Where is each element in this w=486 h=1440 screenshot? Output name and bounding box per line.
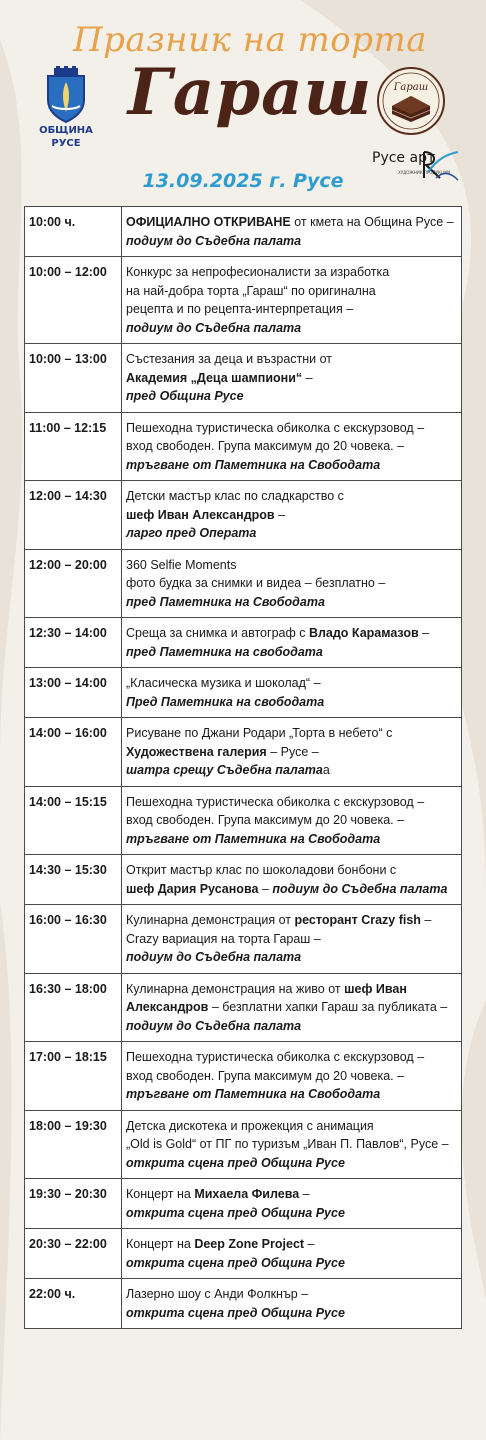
event-text: „Класическа музика и шоколад“ – <box>126 676 321 690</box>
event-time: 12:00 – 14:30 <box>25 481 122 550</box>
event-highlight: шеф Иван <box>344 981 407 996</box>
event-text: Концерт на <box>126 1187 195 1201</box>
event-text: Crazy вариация на торта Гараш – <box>126 931 321 946</box>
event-location: подиум до Съдебна палата <box>126 1018 302 1033</box>
event-text: от кмета на Община Русе – <box>290 215 454 229</box>
event-location: тръгване от Паметника на Свободата <box>126 1087 381 1101</box>
event-line <box>126 1154 457 1173</box>
event-description <box>122 1279 462 1329</box>
event-description <box>122 1042 462 1111</box>
event-text: – <box>418 626 430 640</box>
event-description <box>122 905 462 974</box>
event-line <box>126 1067 457 1086</box>
event-time: 11:00 – 12:15 <box>25 412 122 481</box>
event-description <box>122 344 462 413</box>
schedule-row <box>25 905 462 974</box>
schedule-row <box>25 973 462 1042</box>
event-location: ларго пред Операта <box>126 526 257 540</box>
event-description <box>122 1229 462 1279</box>
event-line <box>126 643 457 662</box>
event-description <box>122 973 462 1042</box>
event-time: 22:00 ч. <box>25 1279 122 1329</box>
event-text: Открит мастър клас по шоколадови бонбони с <box>126 863 397 877</box>
event-location: подиум до Съдебна палата <box>272 881 448 896</box>
event-text: Конкурс за непрофесионалисти за изработка <box>126 265 390 279</box>
event-line <box>126 624 457 643</box>
event-text: вход свободен. Група максимум до 20 човека. – <box>126 813 405 827</box>
event-text: – <box>299 1187 310 1201</box>
event-description <box>122 481 462 550</box>
municipality-label <box>26 124 106 150</box>
garash-cake-logo <box>376 66 446 136</box>
event-time: 14:30 – 15:30 <box>25 855 122 905</box>
event-location: пред Паметника на свободата <box>126 644 323 659</box>
event-line <box>126 1285 457 1304</box>
event-text: Среща за снимка и автограф с <box>126 626 309 640</box>
event-line <box>126 1048 457 1067</box>
event-location: подиум до Съдебна палата <box>126 233 302 248</box>
schedule-row <box>25 481 462 550</box>
event-line <box>126 693 457 712</box>
event-description <box>122 1179 462 1229</box>
schedule-row <box>25 786 462 855</box>
event-highlight: Владо Карамазов <box>308 626 419 640</box>
event-line <box>126 674 457 693</box>
event-time: 16:00 – 16:30 <box>25 905 122 974</box>
event-line <box>126 1235 457 1254</box>
event-description <box>122 786 462 855</box>
event-line <box>126 456 457 475</box>
event-line <box>126 1185 457 1204</box>
event-time: 17:00 – 18:15 <box>25 1042 122 1111</box>
event-text: Кулинарна демонстрация от <box>126 913 295 927</box>
event-highlight: ОФИЦИАЛНО ОТКРИВАНЕ <box>126 215 291 229</box>
event-highlight: Михаела Филева <box>194 1187 300 1201</box>
event-line <box>126 524 457 543</box>
event-line <box>126 880 457 899</box>
event-line <box>126 911 457 930</box>
event-line <box>126 811 457 830</box>
event-line <box>126 487 457 506</box>
event-location: шатра срещу Съдебна палата <box>126 763 323 777</box>
event-time: 16:30 – 18:00 <box>25 973 122 1042</box>
event-line <box>126 761 457 780</box>
event-line <box>126 369 457 388</box>
schedule-row <box>25 1279 462 1329</box>
event-text: – Русе – <box>266 744 319 759</box>
event-line <box>126 350 457 369</box>
event-line <box>126 387 457 406</box>
event-location: пред Община Русе <box>126 389 244 403</box>
cake-logo-text: Гараш <box>393 82 429 93</box>
event-text: „Old is Gold“ от ПГ по туризъм „Иван П. Павлов“, Русе – <box>126 1137 449 1151</box>
schedule-row <box>25 855 462 905</box>
event-location: подиум до Съдебна палата <box>126 950 302 964</box>
event-text: – <box>302 370 313 385</box>
event-line <box>126 793 457 812</box>
event-text: – <box>274 507 286 522</box>
event-line <box>126 830 457 849</box>
event-line <box>126 419 457 438</box>
event-text: Пешеходна туристическа обиколка с екскурзовод – <box>126 794 425 809</box>
event-date: 13.09.2025 г. Русе <box>142 170 344 192</box>
event-location: пред Паметника на Свободата <box>126 594 325 609</box>
event-time: 10:00 – 12:00 <box>25 257 122 344</box>
event-text: Концерт на <box>126 1237 195 1251</box>
event-text: Пешеходна туристическа обиколка с екскурзовод – <box>126 420 425 435</box>
event-highlight: Художествена галерия <box>126 744 267 759</box>
event-location: подиум до Съдебна палата <box>126 320 302 335</box>
event-text: а <box>322 763 330 777</box>
schedule-row <box>25 668 462 718</box>
event-description <box>122 618 462 668</box>
event-description <box>122 549 462 618</box>
event-location: открита сцена пред Община Русе <box>126 1305 345 1320</box>
event-highlight: шеф Иван Александров <box>126 507 275 522</box>
event-line <box>126 574 457 593</box>
event-line <box>126 1254 457 1273</box>
event-time: 10:00 – 13:00 <box>25 344 122 413</box>
event-location: открита сцена пред Община Русе <box>126 1205 345 1220</box>
event-line <box>126 1017 457 1036</box>
event-description <box>122 412 462 481</box>
event-line <box>126 998 457 1017</box>
event-highlight: шеф Дария Русанова <box>126 881 259 896</box>
event-text: Детски мастър клас по сладкарство с <box>126 489 344 503</box>
schedule-row <box>25 549 462 618</box>
event-line <box>126 300 457 319</box>
schedule-row <box>25 1179 462 1229</box>
event-highlight: Академия „Деца шампиони“ <box>126 370 303 385</box>
event-line <box>126 724 457 743</box>
event-time: 10:00 ч. <box>25 207 122 257</box>
event-time: 19:30 – 20:30 <box>25 1179 122 1229</box>
event-line <box>126 743 457 762</box>
event-text: – <box>420 913 432 927</box>
event-location: тръгване от Паметника на Свободата <box>126 457 381 472</box>
schedule-row <box>25 1110 462 1179</box>
event-description <box>122 1110 462 1179</box>
event-line <box>126 232 457 251</box>
event-text: Рисуване по Джани Родари „Торта в небето“ с <box>126 726 393 740</box>
event-line <box>126 506 457 525</box>
schedule-row <box>25 412 462 481</box>
event-location: тръгване от Паметника на Свободата <box>126 831 381 846</box>
event-time: 14:00 – 15:15 <box>25 786 122 855</box>
event-time: 13:00 – 14:00 <box>25 668 122 718</box>
event-text: Кулинарна демонстрация на живо от <box>126 981 345 996</box>
event-line <box>126 930 457 949</box>
schedule-row <box>25 257 462 344</box>
event-line <box>126 1085 457 1104</box>
event-text: вход свободен. Група максимум до 20 човека. – <box>126 439 405 453</box>
event-line <box>126 213 457 232</box>
header <box>0 0 486 205</box>
municipality-line-1: ОБЩИНА <box>39 125 93 136</box>
event-description <box>122 207 462 257</box>
event-text: вход свободен. Група максимум до 20 човека. – <box>126 1068 405 1083</box>
festival-cake-name: Гараш <box>127 55 373 130</box>
partner-name: Русе арт <box>372 150 436 166</box>
event-line <box>126 593 457 612</box>
event-highlight: ресторант Crazy fish <box>294 913 421 927</box>
event-time: 20:30 – 22:00 <box>25 1229 122 1279</box>
event-line <box>126 1117 457 1136</box>
event-time: 12:00 – 20:00 <box>25 549 122 618</box>
event-text: на най-добра торта „Гараш“ по оригинална <box>126 283 376 298</box>
event-line <box>126 1135 457 1154</box>
ruse-coat-of-arms-icon <box>44 66 88 124</box>
schedule-row <box>25 344 462 413</box>
event-line <box>126 282 457 301</box>
schedule-row <box>25 618 462 668</box>
schedule-body <box>25 207 462 1329</box>
event-line <box>126 980 457 999</box>
event-description <box>122 855 462 905</box>
schedule-row <box>25 207 462 257</box>
event-text: – безплатни хапки Гараш за публиката – <box>208 1000 448 1014</box>
event-text: Пешеходна туристическа обиколка с екскурзовод – <box>126 1050 425 1064</box>
event-line <box>126 319 457 338</box>
event-line <box>126 861 457 880</box>
event-text: Лазерно шоу с Анди Фолкнър – <box>126 1287 309 1301</box>
event-time: 12:30 – 14:00 <box>25 618 122 668</box>
event-line <box>126 437 457 456</box>
event-highlight: Александров <box>126 1000 209 1014</box>
partner-subtitle: ХУДОЖНИК ПРОДУКЦИИ <box>398 170 450 175</box>
event-line <box>126 263 457 282</box>
schedule-table <box>24 206 462 1329</box>
event-line <box>126 1204 457 1223</box>
festival-title: Празник на торта <box>72 20 428 60</box>
event-description <box>122 718 462 787</box>
event-text: фото будка за снимки и видеа – безплатно – <box>126 576 386 590</box>
event-highlight: Deep Zone Project <box>194 1237 305 1251</box>
event-location: открита сцена пред Община Русе <box>126 1155 345 1170</box>
schedule-row <box>25 1229 462 1279</box>
event-text: 360 Selfie Moments <box>126 557 237 572</box>
schedule-row <box>25 1042 462 1111</box>
event-line <box>126 556 457 575</box>
event-location: Пред Паметника на свободата <box>126 694 325 709</box>
event-description <box>122 257 462 344</box>
event-text: – <box>258 881 273 896</box>
event-time: 18:00 – 19:30 <box>25 1110 122 1179</box>
event-text: – <box>304 1237 315 1251</box>
event-text: Състезания за деца и възрастни от <box>126 352 333 366</box>
event-description <box>122 668 462 718</box>
municipality-line-2: РУСЕ <box>51 138 81 149</box>
event-time: 14:00 – 16:00 <box>25 718 122 787</box>
event-line <box>126 948 457 967</box>
event-text: рецепта и по рецепта-интерпретация – <box>126 302 354 316</box>
event-line <box>126 1304 457 1323</box>
event-text: Детска дискотека и прожекция с анимация <box>126 1118 374 1133</box>
schedule-row <box>25 718 462 787</box>
event-location: открита сцена пред Община Русе <box>126 1255 345 1270</box>
